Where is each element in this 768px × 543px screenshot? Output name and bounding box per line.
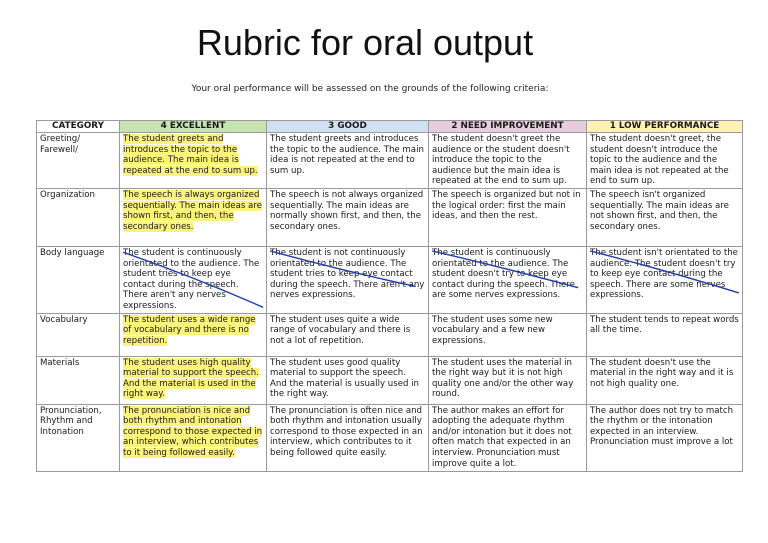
category-cell [37, 133, 120, 189]
need-improvement-cell: The student doesn't greet the audience or the student doesn't introduce the topic to the audience but the main idea is repeated at the end to sum up. [429, 133, 587, 189]
table-row [37, 246, 743, 313]
low-performance-cell: The author does not try to match the rhythm or the intonation expected in an interview. Pronunciation must improve a lot [587, 404, 743, 471]
page-title: Rubric for oral output [196, 22, 534, 63]
highlighted-text: The student greets and introduces the topic to the audience. The main idea is repeated at the end to sum up. [123, 134, 258, 176]
excellent-cell [120, 356, 267, 404]
good-cell [267, 246, 429, 313]
category-cell [37, 313, 120, 356]
table-row [37, 404, 743, 471]
category-cell [37, 356, 120, 404]
low-performance-cell [587, 246, 743, 313]
header-good: 3 GOOD [267, 121, 429, 133]
need-improvement-cell: The author makes an effort for adopting the adequate rhythm and/or intonation but it does not often match that expected in an interview. Pronunciation must improve quite a lot. [429, 404, 587, 471]
low-performance-cell: The student tends to repeat words all the time. [587, 313, 743, 356]
header-row [37, 121, 743, 133]
header-category: CATEGORY [37, 121, 120, 133]
category-cell [37, 246, 120, 313]
crossed-text: The student is not continuously orientated to the audience. The student tries to keep eye contact during the speech. There aren't any nerves expressions. [270, 247, 425, 301]
excellent-cell [120, 404, 267, 471]
page-subtitle: Your oral performance will be assessed on the grounds of the following criteria: [191, 84, 549, 94]
highlighted-text: The student uses a wide range of vocabulary and there is no repetition. [123, 314, 256, 346]
low-performance-cell: The student doesn't use the material in the right way and it is not high quality one. [587, 356, 743, 404]
rubric-table [36, 120, 743, 472]
good-cell: The student uses quite a wide range of vocabulary and there is not a lot of repetition. [267, 313, 429, 356]
excellent-cell [120, 133, 267, 189]
category-label: Organization [40, 189, 95, 200]
category-cell [37, 404, 120, 471]
category-label: Body language [40, 247, 105, 258]
header-need-improvement: 2 NEED IMPROVEMENT [429, 121, 587, 133]
table-row [37, 188, 743, 246]
need-improvement-cell: The student uses the material in the right way but it is not high quality one and/or the other way round. [429, 356, 587, 404]
excellent-cell [120, 313, 267, 356]
table-row [37, 313, 743, 356]
good-cell: The pronunciation is often nice and both rhythm and intonation usually correspond to those expected in an interview, which contributes to it being followed quite easily. [267, 404, 429, 471]
low-performance-cell: The student doesn't greet, the student doesn't introduce the topic to the audience and the main idea is not repeated at the end to sum up. [587, 133, 743, 189]
category-cell [37, 188, 120, 246]
category-label: Vocabulary [40, 314, 88, 325]
header-excellent: 4 EXCELLENT [120, 121, 267, 133]
category-label: Pronunciation, Rhythm and Intonation [40, 405, 102, 437]
table-row [37, 133, 743, 189]
good-cell: The speech is not always organized sequentially. The main ideas are normally shown first, and then, the secondary ones. [267, 188, 429, 246]
highlighted-text: The pronunciation is nice and both rhythm and intonation correspond to those expected in an interview, which contributes to it being followed easily. [123, 405, 263, 458]
highlighted-text: The student uses high quality material to support the speech. And the material is used in the right way. [123, 357, 259, 400]
highlighted-text: The speech is always organized sequentially. The main ideas are shown first, and then, the secondary ones. [123, 189, 262, 232]
crossed-text: The student is continuously orientated to the audience. The student doesn't try to keep eye contact during the speech. There are some nerves expressions. [432, 247, 575, 301]
category-label: Materials [40, 357, 80, 368]
good-cell: The student greets and introduces the topic to the audience. The main idea is not repeated at the end to sum up. [267, 133, 429, 189]
need-improvement-cell: The speech is organized but not in the logical order: first the main ideas, and then the rest. [429, 188, 587, 246]
header-low-performance: 1 LOW PERFORMANCE [587, 121, 743, 133]
excellent-cell [120, 246, 267, 313]
crossed-text: The student isn't orientated to the audience. The student doesn't try to keep eye contact during the speech. There are some nerves expressions. [590, 247, 738, 301]
low-performance-cell: The speech isn't organized sequentially. The main ideas are not shown first, and then, the secondary ones. [587, 188, 743, 246]
need-improvement-cell: The student uses some new vocabulary and a few new expressions. [429, 313, 587, 356]
need-improvement-cell [429, 246, 587, 313]
crossed-text: The student is continuously orientated to the audience. The student tries to keep eye contact during the speech. There aren't any nerves expressions. [123, 247, 260, 311]
category-label: Greeting/ Farewell/ [40, 134, 81, 155]
excellent-cell [120, 188, 267, 246]
good-cell: The student uses good quality material to support the speech. And the material is usually used in the right way. [267, 356, 429, 404]
table-row [37, 356, 743, 404]
